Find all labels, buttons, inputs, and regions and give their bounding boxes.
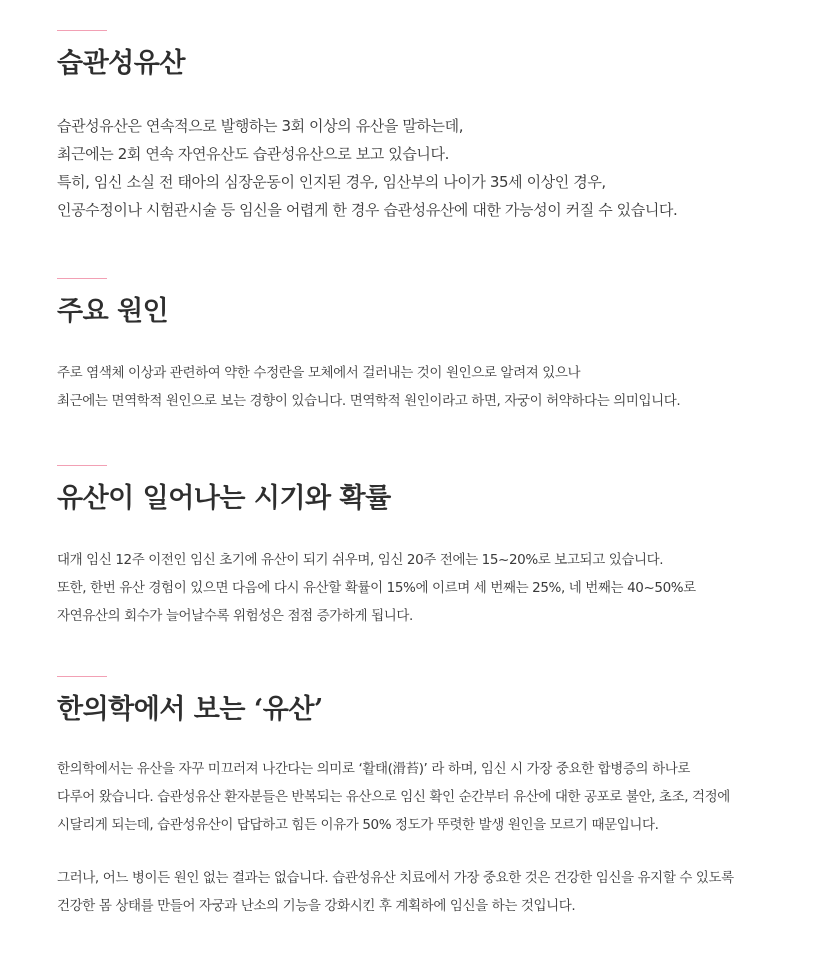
paragraph-line: 습관성유산은 연속적으로 발행하는 3회 이상의 유산을 말하는데, (57, 117, 464, 135)
paragraph-line: 다루어 왔습니다. 습관성유산 환자분들은 반복되는 유산으로 임신 확인 순간부터 유산에 대한 공포로 불안, 초조, 걱정에 (57, 789, 730, 805)
paragraph-line: 대개 임신 12주 이전인 임신 초기에 유산이 되기 쉬우며, 임신 20주 전에는 15~20%로 보고되고 있습니다. (57, 552, 664, 568)
section-oriental-medicine (57, 676, 817, 920)
section-timing-probability (57, 465, 817, 630)
section-paragraph (57, 112, 817, 224)
paragraph-line: 자연유산의 회수가 늘어날수록 위험성은 점점 증가하게 됩니다. (57, 608, 413, 624)
section-title: 한의학에서 보는 ‘유산’ (57, 694, 323, 725)
paragraph-line: 또한, 한번 유산 경험이 있으면 다음에 다시 유산할 확률이 15%에 이르며 세 번째는 25%, 네 번째는 40~50%로 (57, 580, 696, 596)
paragraph-line: 특히, 임신 소실 전 태아의 심장운동이 인지된 경우, 임산부의 나이가 35세 이상인 경우, (57, 173, 606, 191)
section-title: 유산이 일어나는 시기와 확률 (57, 483, 391, 514)
paragraph-line: 최근에는 면역학적 원인으로 보는 경향이 있습니다. 면역학적 원인이라고 하면, 자궁이 허약하다는 의미입니다. (57, 393, 681, 409)
section-divider (57, 278, 107, 279)
section-paragraph (57, 546, 817, 630)
section-title: 주요 원인 (57, 296, 169, 327)
paragraph-line: 인공수정이나 시험관시술 등 임신을 어렵게 한 경우 습관성유산에 대한 가능성이 커질 수 있습니다. (57, 201, 678, 219)
section-title: 습관성유산 (57, 48, 185, 79)
section-paragraph (57, 359, 817, 415)
section-divider (57, 30, 107, 31)
section-paragraph (57, 755, 817, 839)
section-habitual-miscarriage (57, 30, 817, 224)
paragraph-line: 건강한 몸 상태를 만들어 자궁과 난소의 기능을 강화시킨 후 계획하에 임신을 하는 것입니다. (57, 898, 576, 914)
paragraph-line: 그러나, 어느 병이든 원인 없는 결과는 없습니다. 습관성유산 치료에서 가장 중요한 것은 건강한 임신을 유지할 수 있도록 (57, 870, 734, 886)
section-divider (57, 465, 107, 466)
section-main-causes (57, 278, 817, 415)
paragraph-line: 시달리게 되는데, 습관성유산이 답답하고 힘든 이유가 50% 정도가 뚜렷한 발생 원인을 모르기 때문입니다. (57, 817, 659, 833)
section-paragraph (57, 864, 817, 920)
section-divider (57, 676, 107, 677)
paragraph-line: 주로 염색체 이상과 관련하여 약한 수정란을 모체에서 걸러내는 것이 원인으로 알려져 있으나 (57, 365, 581, 381)
paragraph-line: 한의학에서는 유산을 자꾸 미끄러져 나간다는 의미로 ‘활태(滑苔)’ 라 하며, 임신 시 가장 중요한 합병증의 하나로 (57, 761, 691, 777)
paragraph-line: 최근에는 2회 연속 자연유산도 습관성유산으로 보고 있습니다. (57, 145, 449, 163)
